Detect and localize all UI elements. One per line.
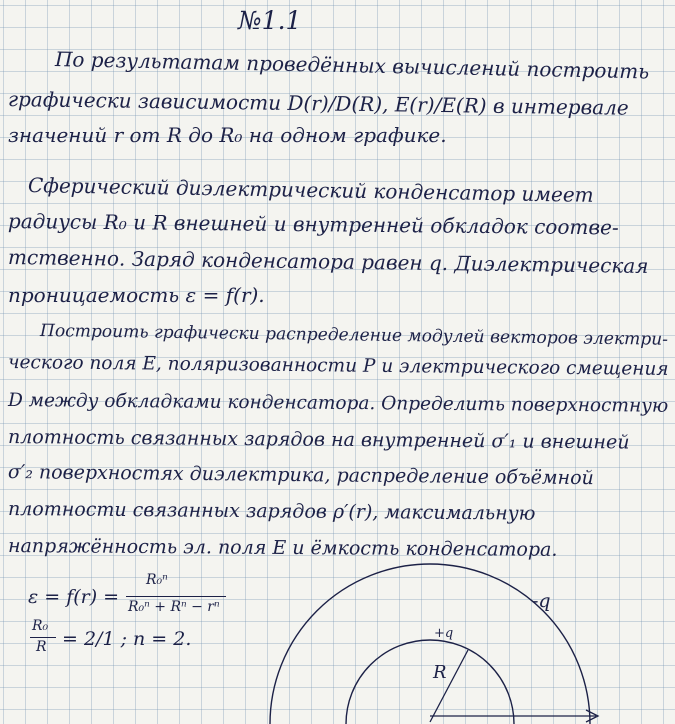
ratio-numerator: R₀: [32, 618, 49, 634]
problem-line-1: Сферический диэлектрический конденсатор имеет: [27, 173, 594, 207]
problem-line-4: проницаемость ε = f(r).: [8, 283, 265, 307]
page-title: №1.1: [238, 6, 302, 35]
instruction-line-1: Построить графически распределение модулей векторов электри-: [39, 321, 669, 350]
instruction-line-7: напряжённость эл. поля E и ёмкость конденсатора.: [7, 535, 558, 561]
task-line-2: графически зависимости D(r)/D(R), E(r)/E(R) в интервале: [7, 87, 629, 120]
formula-denominator: R₀ⁿ + Rⁿ − rⁿ: [128, 599, 220, 615]
ratio-denominator: R: [36, 639, 47, 655]
instruction-line-4: плотность связанных зарядов на внутренней σ′₁ и внешней: [7, 426, 630, 454]
instruction-line-6: плотности связанных зарядов ρ′(r), максимальную: [7, 498, 536, 525]
formula-numerator: R₀ⁿ: [146, 572, 168, 588]
radius-label: R: [433, 662, 447, 683]
formula-lhs: ε = f(r) =: [28, 586, 120, 608]
problem-line-3: тственно. Заряд конденсатора равен q. Диэлектрическая: [7, 245, 649, 278]
problem-line-2: радиусы R₀ и R внешней и внутренней обкладок соотве-: [7, 209, 619, 240]
inner-charge-label: +q: [434, 626, 454, 641]
outer-charge-label: -q: [532, 590, 551, 612]
instruction-line-5: σ′₂ поверхностях диэлектрика, распределение объёмной: [7, 461, 594, 490]
ratio-value: = 2/1 ; n = 2.: [62, 628, 192, 650]
task-line-1: По результатам проведённых вычислений построить: [54, 47, 650, 84]
radius-line: [430, 650, 468, 722]
outer-plate-circle: [270, 564, 590, 724]
inner-plate-circle: [346, 640, 514, 724]
task-line-3: значений r от R до R₀ на одном графике.: [8, 123, 447, 147]
instruction-line-2: ческого поля E, поляризованности P и электрического смещения: [7, 352, 669, 380]
instruction-line-3: D между обкладками конденсатора. Определить поверхностную: [7, 390, 669, 417]
